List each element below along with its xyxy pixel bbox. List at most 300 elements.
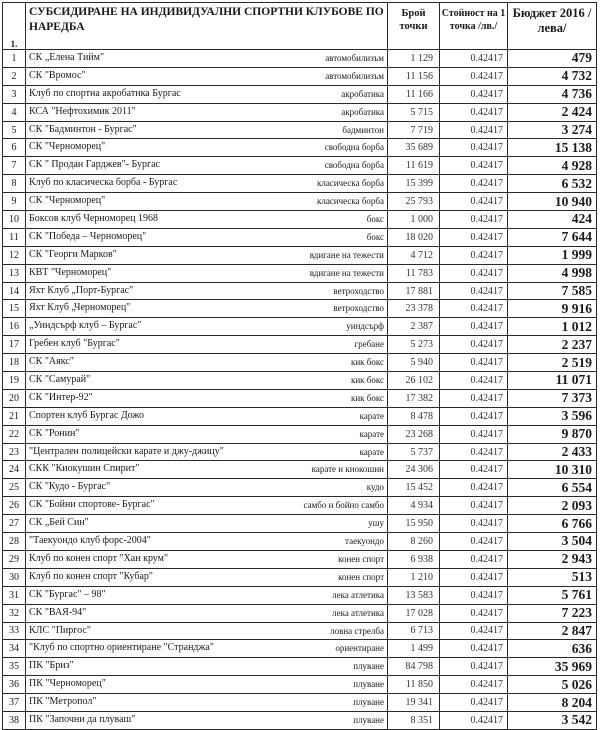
row-number: 24 [3,461,26,479]
points-cell: 18 020 [388,228,440,246]
point-value-cell: 0.42417 [440,640,508,658]
row-number: 26 [3,497,26,515]
point-value-cell: 0.42417 [440,694,508,712]
table-row [3,264,597,282]
club-name: СК "Интер-92" [29,391,93,403]
sport-type: уиндсърф [346,321,384,332]
budget-cell: 4 998 [508,264,597,282]
budget-cell: 3 596 [508,407,597,425]
point-value-cell: 0.42417 [440,193,508,211]
table-row [3,497,597,515]
points-cell: 11 166 [388,85,440,103]
sport-type: бадминтон [342,124,384,135]
point-value-cell: 0.42417 [440,300,508,318]
points-cell: 5 273 [388,336,440,354]
club-name: СК " Продан Гарджев"- Бургас [29,159,160,171]
row-number: 19 [3,372,26,390]
table-row [3,622,597,640]
points-cell: 17 881 [388,282,440,300]
sport-type: вдигане на тежести [309,249,384,260]
table-row [3,103,597,121]
points-cell: 5 737 [388,443,440,461]
sport-type: кик бокс [350,375,384,386]
table-row [3,461,597,479]
points-cell: 26 102 [388,372,440,390]
row-number: 27 [3,515,26,533]
club-cell [26,157,388,175]
club-cell [26,497,388,515]
budget-cell: 9 870 [508,425,597,443]
header-number: 1. [3,3,26,50]
budget-cell: 6 554 [508,479,597,497]
row-number: 35 [3,658,26,676]
budget-cell: 479 [508,50,597,68]
club-name: Спортен клуб Бургас Дожо [29,409,145,421]
club-name: "Клуб по спортно ориентиране "Странджа" [29,642,214,654]
points-cell: 1 000 [388,211,440,229]
table-row [3,425,597,443]
table-row [3,479,597,497]
sport-type: конен спорт [338,571,384,582]
point-value-cell: 0.42417 [440,211,508,229]
budget-cell: 5 761 [508,586,597,604]
row-number: 15 [3,300,26,318]
budget-cell: 7 223 [508,604,597,622]
row-number: 36 [3,676,26,694]
points-cell: 4 712 [388,246,440,264]
table-row [3,157,597,175]
row-number: 6 [3,139,26,157]
sport-type: карате [359,410,384,421]
points-cell: 35 689 [388,139,440,157]
table-row [3,658,597,676]
table-row [3,85,597,103]
table-row [3,533,597,551]
header-point-value: Стойност на 1 точка /лв./ [440,3,508,50]
club-cell [26,479,388,497]
club-name: СК "Кудо - Бургас" [29,481,111,493]
budget-cell: 10 940 [508,193,597,211]
table-row [3,193,597,211]
point-value-cell: 0.42417 [440,121,508,139]
row-number: 1 [3,50,26,68]
row-number: 25 [3,479,26,497]
points-cell: 5 715 [388,103,440,121]
point-value-cell: 0.42417 [440,497,508,515]
points-cell: 5 940 [388,354,440,372]
club-name: СК "Ронин" [29,427,80,439]
budget-cell: 11 071 [508,372,597,390]
row-number: 7 [3,157,26,175]
club-cell [26,103,388,121]
row-number: 12 [3,246,26,264]
points-cell: 7 719 [388,121,440,139]
club-cell [26,282,388,300]
club-cell [26,425,388,443]
table-header-row [3,3,597,50]
sport-type: ориентиране [335,643,384,654]
table-row [3,443,597,461]
points-cell: 11 619 [388,157,440,175]
sport-type: ушу [368,518,384,529]
club-cell [26,246,388,264]
club-name: СК "Бойни спортове- Бургас" [29,499,155,511]
club-name: ПК "Черноморец" [29,678,106,690]
table-row [3,139,597,157]
club-name: Яхт Клуб „Черноморец" [29,302,131,314]
club-cell [26,228,388,246]
budget-cell: 513 [508,568,597,586]
point-value-cell: 0.42417 [440,658,508,676]
club-name: СК "Бадминтон - Бургас" [29,123,137,135]
table-row [3,50,597,68]
sport-type: ветроходство [333,303,384,314]
budget-cell: 7 585 [508,282,597,300]
points-cell: 24 306 [388,461,440,479]
points-cell: 1 499 [388,640,440,658]
points-cell: 23 268 [388,425,440,443]
row-number: 21 [3,407,26,425]
sport-type: вдигане на тежести [309,267,384,278]
points-cell: 1 210 [388,568,440,586]
points-cell: 84 798 [388,658,440,676]
budget-cell: 2 433 [508,443,597,461]
row-number: 8 [3,175,26,193]
club-cell [26,533,388,551]
point-value-cell: 0.42417 [440,157,508,175]
club-name: ПК "Започни да плуваш" [29,713,136,725]
budget-cell: 636 [508,640,597,658]
points-cell: 6 713 [388,622,440,640]
points-cell: 6 938 [388,550,440,568]
sport-type: карате [359,446,384,457]
budget-cell: 4 732 [508,67,597,85]
point-value-cell: 0.42417 [440,425,508,443]
club-name: ПК "Бриз" [29,660,74,672]
header-budget: Бюджет 2016 /лева/ [508,3,597,50]
table-row [3,300,597,318]
club-cell [26,372,388,390]
club-cell [26,175,388,193]
budget-cell: 10 310 [508,461,597,479]
row-number: 10 [3,211,26,229]
club-name: Яхт Клуб „Порт-Бургас" [29,284,134,296]
sport-type: самбо и бойно самбо [303,500,384,511]
club-cell [26,604,388,622]
row-number: 23 [3,443,26,461]
table-row [3,228,597,246]
club-name: СК "Георги Марков" [29,248,117,260]
budget-cell: 2 093 [508,497,597,515]
club-name: ПК "Метропол" [29,696,97,708]
point-value-cell: 0.42417 [440,318,508,336]
club-name: СК „Елена Тийм" [29,52,105,63]
sport-type: кик бокс [350,357,384,368]
point-value-cell: 0.42417 [440,389,508,407]
club-cell [26,658,388,676]
row-number: 13 [3,264,26,282]
points-cell: 15 399 [388,175,440,193]
point-value-cell: 0.42417 [440,515,508,533]
sport-type: кик бокс [350,392,384,403]
sport-type: кудо [366,482,384,493]
table-row [3,354,597,372]
club-name: Боксов клуб Черноморец 1968 [29,213,159,225]
budget-cell: 4 928 [508,157,597,175]
row-number: 11 [3,228,26,246]
club-cell [26,336,388,354]
club-cell [26,407,388,425]
point-value-cell: 0.42417 [440,622,508,640]
row-number: 37 [3,694,26,712]
row-number: 20 [3,389,26,407]
point-value-cell: 0.42417 [440,246,508,264]
budget-cell: 8 204 [508,694,597,712]
point-value-cell: 0.42417 [440,568,508,586]
points-cell: 25 793 [388,193,440,211]
point-value-cell: 0.42417 [440,604,508,622]
table-row [3,389,597,407]
sport-type: плуване [353,661,384,672]
point-value-cell: 0.42417 [440,85,508,103]
point-value-cell: 0.42417 [440,479,508,497]
point-value-cell: 0.42417 [440,461,508,479]
point-value-cell: 0.42417 [440,103,508,121]
table-row [3,282,597,300]
table-row [3,568,597,586]
points-cell: 2 387 [388,318,440,336]
budget-cell: 2 943 [508,550,597,568]
points-cell: 11 783 [388,264,440,282]
budget-cell: 2 847 [508,622,597,640]
club-name: КСА "Нефтохимик 2011" [29,105,136,117]
table-row [3,550,597,568]
row-number: 2 [3,67,26,85]
club-name: СК "ВАЯ-94" [29,606,87,618]
club-cell [26,676,388,694]
club-name: СК "Черноморец" [29,195,106,207]
club-name: СК „Бей Син" [29,517,89,529]
budget-cell: 15 138 [508,139,597,157]
budget-cell: 7 644 [508,228,597,246]
row-number: 16 [3,318,26,336]
table-row [3,604,597,622]
table-row [3,640,597,658]
club-name: Клуб по конен спорт "Хан крум" [29,552,169,564]
sport-type: плуване [353,697,384,708]
budget-cell: 35 969 [508,658,597,676]
club-name: Гребен клуб "Бургас" [29,338,120,350]
point-value-cell: 0.42417 [440,50,508,68]
point-value-cell: 0.42417 [440,711,508,729]
point-value-cell: 0.42417 [440,67,508,85]
club-name: СК "Самурай" [29,374,91,386]
table-row [3,372,597,390]
points-cell: 15 950 [388,515,440,533]
row-number: 33 [3,622,26,640]
budget-cell: 1 012 [508,318,597,336]
sport-type: автомобилизъм [325,70,384,81]
point-value-cell: 0.42417 [440,533,508,551]
club-cell [26,67,388,85]
club-name: "Таекуондо клуб форс-2004" [29,535,151,547]
table-title: СУБСИДИРАНЕ НА ИНДИВИДУАЛНИ СПОРТНИ КЛУБОВЕ ПО НАРЕДБА [26,3,388,50]
club-cell [26,318,388,336]
sport-type: конен спорт [338,553,384,564]
sport-type: гребане [354,339,384,350]
club-cell [26,586,388,604]
sport-type: класическа борба [316,196,384,207]
sport-type: плуване [353,679,384,690]
budget-cell: 6 766 [508,515,597,533]
club-name: СК "Аякс" [29,356,74,368]
row-number: 3 [3,85,26,103]
row-number: 17 [3,336,26,354]
club-cell [26,694,388,712]
sport-type: таекуондо [345,536,384,547]
club-cell [26,622,388,640]
sport-type: лека атлетика [332,607,384,618]
points-cell: 1 129 [388,50,440,68]
club-name: СК "Черноморец" [29,141,106,153]
points-cell: 11 156 [388,67,440,85]
club-cell [26,550,388,568]
club-cell [26,389,388,407]
points-cell: 19 341 [388,694,440,712]
table-row [3,121,597,139]
budget-cell: 5 026 [508,676,597,694]
point-value-cell: 0.42417 [440,282,508,300]
budget-cell: 7 373 [508,389,597,407]
points-cell: 23 378 [388,300,440,318]
sport-type: лека атлетика [332,589,384,600]
club-name: СК "Вромос" [29,69,86,81]
sport-type: карате и кнокошин [311,464,384,475]
club-cell [26,461,388,479]
row-number: 5 [3,121,26,139]
sport-type: ветроходство [333,285,384,296]
sport-type: карате [359,428,384,439]
point-value-cell: 0.42417 [440,550,508,568]
club-cell [26,121,388,139]
table-row [3,711,597,729]
row-number: 4 [3,103,26,121]
row-number: 29 [3,550,26,568]
table-row [3,67,597,85]
table-row [3,676,597,694]
row-number: 9 [3,193,26,211]
points-cell: 17 382 [388,389,440,407]
point-value-cell: 0.42417 [440,407,508,425]
row-number: 31 [3,586,26,604]
sport-type: класическа борба [316,178,384,189]
points-cell: 4 934 [388,497,440,515]
budget-cell: 2 424 [508,103,597,121]
club-cell [26,568,388,586]
row-number: 32 [3,604,26,622]
table-row [3,407,597,425]
club-cell [26,50,388,68]
sport-type: свободна борба [324,142,384,153]
sport-type: свободна борба [324,160,384,171]
row-number: 22 [3,425,26,443]
table-row [3,586,597,604]
point-value-cell: 0.42417 [440,139,508,157]
budget-cell: 424 [508,211,597,229]
point-value-cell: 0.42417 [440,264,508,282]
budget-cell: 9 916 [508,300,597,318]
row-number: 30 [3,568,26,586]
club-cell [26,85,388,103]
club-cell [26,139,388,157]
club-name: СКК "Киокушин Спирит" [29,463,140,475]
table-row [3,694,597,712]
club-name: СК "Победа – Черноморец" [29,230,147,242]
sport-type: бокс [366,214,384,225]
table-row [3,246,597,264]
point-value-cell: 0.42417 [440,586,508,604]
budget-cell: 6 532 [508,175,597,193]
table-row [3,175,597,193]
table-row [3,336,597,354]
club-cell [26,711,388,729]
points-cell: 17 028 [388,604,440,622]
budget-cell: 3 542 [508,711,597,729]
sport-type: автомобилизъм [325,53,384,63]
club-cell [26,443,388,461]
club-cell [26,354,388,372]
points-cell: 8 260 [388,533,440,551]
point-value-cell: 0.42417 [440,372,508,390]
club-name: КВТ "Черноморец" [29,266,112,278]
header-points: Брой точки [388,3,440,50]
row-number: 14 [3,282,26,300]
budget-cell: 3 274 [508,121,597,139]
club-name: Клуб по класическа борба - Бургас [29,177,178,189]
point-value-cell: 0.42417 [440,676,508,694]
sport-type: ловна стрелба [330,625,384,636]
subsidy-table [2,2,597,730]
club-name: Клуб по спортна акробатика Бургас [29,87,181,99]
sport-type: акробатика [341,88,384,99]
row-number: 18 [3,354,26,372]
sport-type: плуване [353,714,384,725]
budget-cell: 2 237 [508,336,597,354]
budget-cell: 3 504 [508,533,597,551]
point-value-cell: 0.42417 [440,228,508,246]
sport-type: бокс [366,231,384,242]
points-cell: 15 452 [388,479,440,497]
points-cell: 13 583 [388,586,440,604]
row-number: 38 [3,711,26,729]
points-cell: 11 850 [388,676,440,694]
row-number: 28 [3,533,26,551]
point-value-cell: 0.42417 [440,354,508,372]
club-name: Клуб по конен спорт "Кубар" [29,570,153,582]
club-cell [26,211,388,229]
row-number: 34 [3,640,26,658]
points-cell: 8 478 [388,407,440,425]
budget-cell: 4 736 [508,85,597,103]
club-cell [26,300,388,318]
club-name: КЛС "Пиргос" [29,624,91,636]
budget-cell: 2 519 [508,354,597,372]
club-cell [26,193,388,211]
sport-type: акробатика [341,106,384,117]
club-name: „Уиндсърф клуб – Бургас" [29,320,142,332]
club-name: СК "Бургас" – 98" [29,588,106,600]
point-value-cell: 0.42417 [440,175,508,193]
